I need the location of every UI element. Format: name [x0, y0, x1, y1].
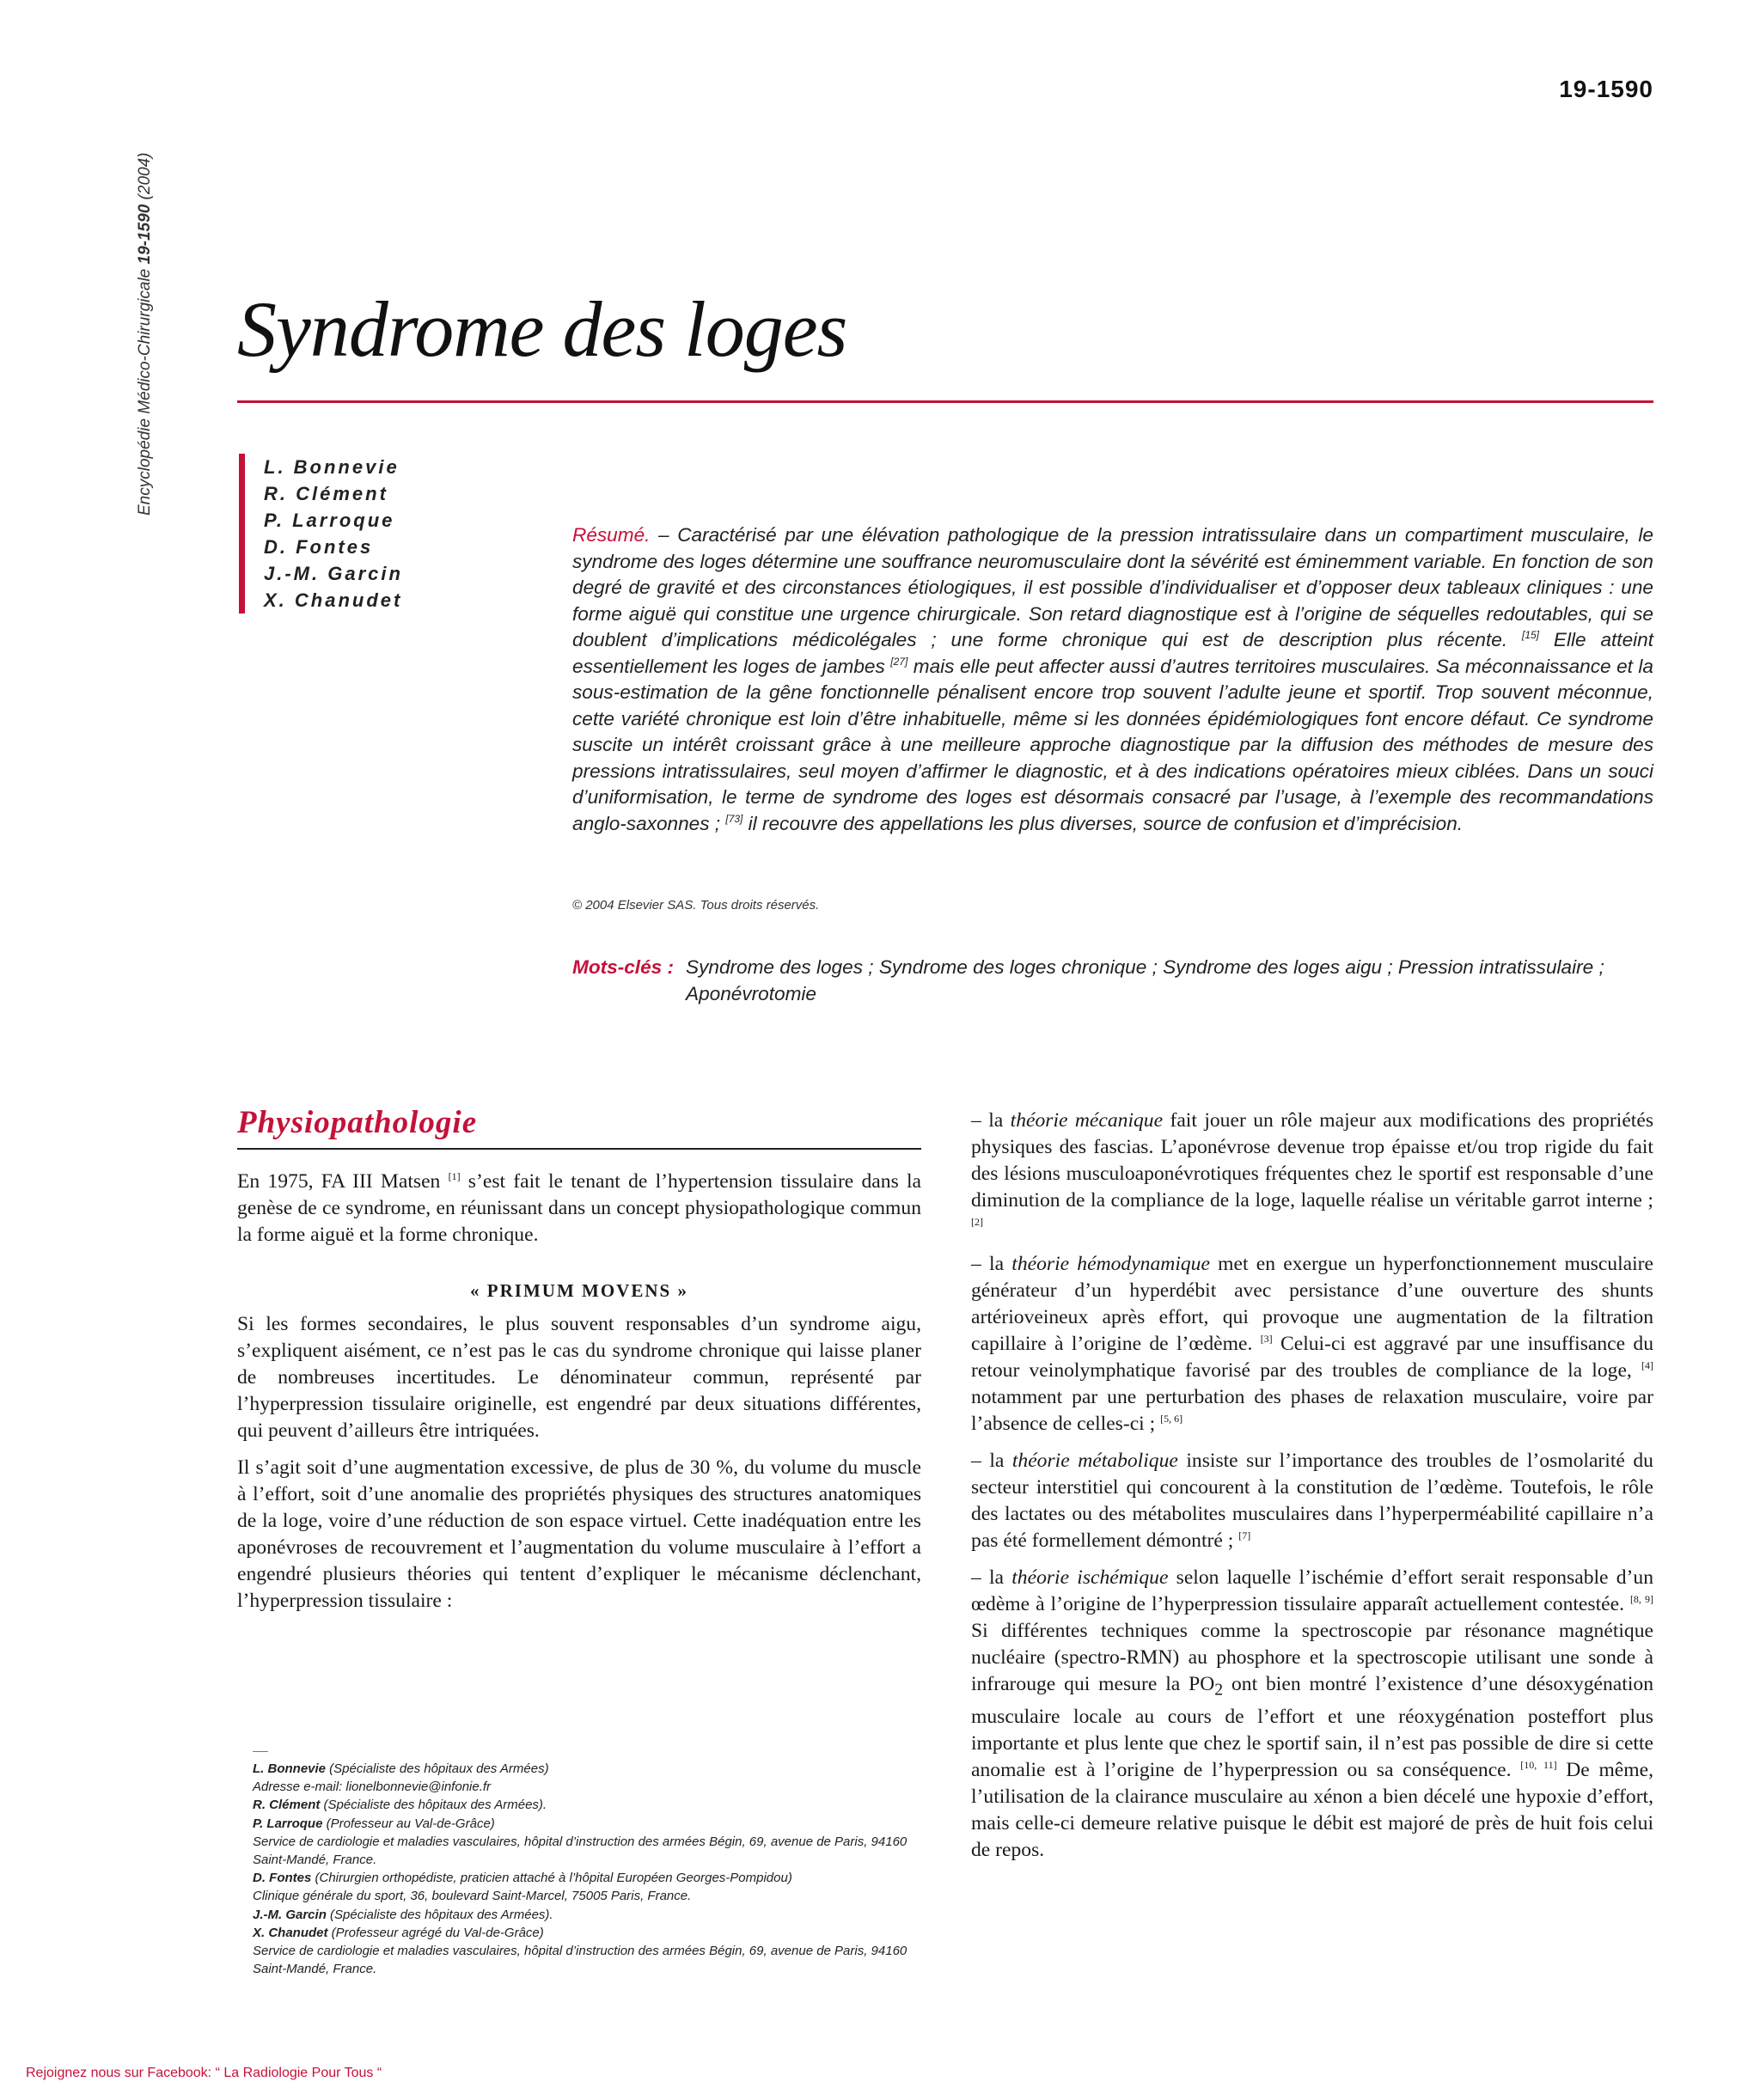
citation: [3]: [1260, 1333, 1273, 1345]
article-ref-number: 19-1590: [1559, 76, 1653, 102]
text: De même, l’utilisation de la clairance musculaire au xénon a bien décelé une hypoxie d’effort, mais celle-ci demeure relative puisque le débit est majoré de près de huit fois celui de repos.: [971, 1758, 1653, 1861]
section-title: Physiopathologie: [237, 1105, 478, 1140]
author: R. Clément: [264, 483, 388, 504]
footnotes-divider: [253, 1751, 268, 1752]
author: X. Chanudet: [264, 589, 403, 611]
fn-detail: Clinique générale du sport, 36, boulevard Saint-Marcel, 75005 Paris, France.: [253, 1889, 692, 1904]
text: met en exergue un hyperfonctionnement musculaire générateur d’un hyperdébit avec persistance d’une ouverture des shunts artérioveineux après effort, qui provoque une augmentation de la filtration capillaire à l’origine de l’œdème.: [971, 1253, 1654, 1355]
text: – la: [971, 1253, 1012, 1275]
theory-mecanique: [971, 1108, 1653, 1241]
footnote-line: [253, 1833, 921, 1869]
fn-name: R. Clément: [253, 1798, 321, 1813]
abstract-label: Résumé.: [572, 524, 651, 546]
footnote-line: [253, 1778, 921, 1796]
citation: [7]: [1238, 1529, 1251, 1541]
citation: [8, 9]: [1629, 1593, 1653, 1605]
fn-detail: (Professeur au Val-de-Grâce): [322, 1816, 495, 1831]
journal-name: Encyclopédie Médico-Chirurgicale: [136, 268, 154, 516]
theory-hemodynamique: [971, 1251, 1653, 1438]
text: insiste sur l’importance des troubles de l’osmolarité du secteur interstitiel qui concourent à la constitution de l’œdème. Toutefois, le rôle des lactates ou des métabolites musculaires dans l’hyperperméabilité capillaire n’a pas été formellement démontré ;: [971, 1450, 1653, 1552]
fn-detail: (Spécialiste des hôpitaux des Armées): [326, 1761, 549, 1776]
citation: [1]: [448, 1170, 461, 1182]
theory-name: théorie mécanique: [1010, 1109, 1164, 1132]
abstract-text: il recouvre des appellations les plus diverses, source de confusion et d’imprécision.: [742, 812, 1464, 834]
subheading-primum-movens: « PRIMUM MOVENS »: [470, 1280, 688, 1301]
citation: [10, 11]: [1520, 1758, 1557, 1771]
text: En 1975, FA III Matsen: [237, 1170, 449, 1193]
footnote-line: [253, 1887, 921, 1905]
fn-detail: Adresse e-mail: lionelbonnevie@infonie.fr: [253, 1780, 492, 1795]
fn-detail: (Chirurgien orthopédiste, praticien attaché à l’hôpital Européen Georges-Pompidou): [311, 1871, 792, 1886]
text: fait jouer un rôle majeur aux modifications des propriétés physiques des fascias. L’aponévrose devenue trop épaisse et/ou trop rigide du fait des lésions musculoaponévrotiques fréquentes chez le sportif est responsable d’une diminution de la compliance de la loge, laquelle réalise un véritable garrot interne ;: [971, 1109, 1653, 1212]
text: selon laquelle l’ischémie d’effort serait responsable d’un œdème à l’origine de l’hyperpression tissulaire apparaît actuellement contestée.: [971, 1566, 1653, 1615]
fn-detail: Service de cardiologie et maladies vasculaires, hôpital d’instruction des armées Bégin, 69, avenue de Paris, 94160 Saint-Mandé, France.: [253, 1834, 908, 1868]
fn-name: J.-M. Garcin: [253, 1907, 327, 1922]
journal-year: (2004): [136, 152, 154, 200]
author: D. Fontes: [264, 536, 374, 558]
theory-name: théorie hémodynamique: [1011, 1253, 1210, 1275]
footnote-line: [253, 1906, 921, 1924]
paragraph: Si les formes secondaires, le plus souvent responsables d’un syndrome aigu, s’expliquent aisément, ce n’est pas le cas du syndrome chronique qui laisse planer de nombreuses incertitudes. Le dénominateur commun, représenté par l’hyperpression tissulaire originelle, est engendré par deux situations différentes, qui peuvent d’ailleurs être intriquées.: [237, 1313, 921, 1442]
right-column: [971, 1108, 1653, 1874]
citation: [15]: [1521, 629, 1539, 641]
theory-name: théorie métabolique: [1011, 1450, 1178, 1472]
author: P. Larroque: [264, 510, 395, 531]
footnote-line: [253, 1924, 921, 1942]
text: – la: [971, 1450, 1012, 1472]
text: Si différentes techniques comme la spectroscopie par résonance magnétique nucléaire (spectro-RMN) au phosphore et la spectroscopie utilisant une sonde à infrarouge qui mesure la PO: [971, 1620, 1653, 1695]
title-divider: [237, 400, 1653, 403]
abstract: [572, 522, 1653, 837]
theory-name: théorie ischémique: [1011, 1566, 1169, 1589]
fn-name: X. Chanudet: [253, 1925, 328, 1940]
footnote-line: [253, 1815, 921, 1833]
fn-name: P. Larroque: [253, 1816, 323, 1831]
journal-sidebar: [136, 153, 155, 516]
abstract-text: mais elle peut affecter aussi d’autres territoires musculaires. Sa méconnaissance et la sous-estimation de la gêne fonctionnelle pénalisent encore trop souvent l’adulte jeune et sportif. Trop souvent méconnue, cette variété chronique est loin d’être inhabituelle, même si les données épidémiologiques font encore défaut. Ce syndrome suscite un intérêt croissant grâce à une meilleure approche diagnostique par la diffusion des méthodes de mesure des pressions intratissulaires, seul moyen d’affirmer le diagnostic, et à des indications opératoires mieux ciblées. Dans un souci d’uniformisation, le terme de syndrome des loges est désormais consacré par l’usage, à l’exemple des recommandations anglo-saxonnes ;: [572, 655, 1653, 834]
fn-detail: (Spécialiste des hôpitaux des Armées).: [326, 1907, 553, 1922]
theory-metabolique: [971, 1448, 1653, 1554]
copyright: © 2004 Elsevier SAS. Tous droits réservés.: [572, 898, 820, 913]
subscript: 2: [1214, 1680, 1224, 1700]
author-list: [239, 454, 403, 614]
footnote-line: [253, 1869, 921, 1887]
section-divider: [237, 1148, 921, 1150]
paragraph: [237, 1169, 921, 1248]
fn-name: L. Bonnevie: [253, 1761, 327, 1776]
abstract-dash: –: [650, 524, 678, 546]
footnote-line: [253, 1942, 921, 1978]
author-affiliations: [253, 1760, 921, 1978]
abstract-text: Elle atteint essentiellement les loges de jambes: [572, 629, 1653, 677]
keywords-text: Syndrome des loges ; Syndrome des loges chronique ; Syndrome des loges aigu ; Pression intratissulaire ; Aponévrotomie: [686, 956, 1604, 1004]
facebook-note: Rejoignez nous sur Facebook: “ La Radiologie Pour Tous “: [26, 2066, 382, 2080]
text: s’est fait le tenant de l’hypertension tissulaire dans la genèse de ce syndrome, en réunissant dans un concept physiopathologique commun la forme aiguë et la forme chronique.: [237, 1170, 922, 1246]
citation: [5, 6]: [1160, 1413, 1183, 1425]
text: – la: [971, 1566, 1012, 1589]
text: ont bien montré l’existence d’une désoxygénation musculaire locale au cours de l’effort et une réoxygénation posteffort plus importante et plus lente que chez le sportif sain, il n’est pas possible de dire si cette anomalie est à l’origine de l’hyperpression ou sa conséquence.: [971, 1673, 1653, 1781]
paragraph: Il s’agit soit d’une augmentation excessive, de plus de 30 %, du volume du muscle à l’effort, soit d’une anomalie des propriétés physiques des structures anatomiques de la loge, voire d’une réduction de son espace virtuel. Cette inadéquation entre les aponévroses de recouvrement et l’augmentation du volume musculaire à l’effort a engendré plusieurs théories qui tentent d’expliquer le mécanisme déclenchant, l’hyperpression tissulaire :: [237, 1456, 921, 1612]
footnote-line: [253, 1760, 921, 1778]
keywords: [572, 955, 1653, 1007]
text: Celui-ci est aggravé par une insuffisance du retour veinolymphatique favorisé par des troubles de compliance de la loge,: [971, 1333, 1654, 1382]
article-title: Syndrome des loges: [237, 285, 847, 373]
citation: [73]: [725, 812, 743, 825]
citation: [2]: [971, 1216, 983, 1228]
footnote-line: [253, 1796, 921, 1814]
text: notamment par une perturbation des phases de relaxation musculaire, voire par l’absence de celles-ci ;: [971, 1386, 1653, 1435]
author: J.-M. Garcin: [264, 563, 403, 584]
fn-detail: (Spécialiste des hôpitaux des Armées).: [320, 1798, 547, 1813]
citation: [4]: [1641, 1359, 1653, 1371]
theory-ischemique: [971, 1565, 1653, 1864]
left-column: [237, 1169, 921, 1625]
abstract-text: Caractérisé par une élévation pathologique de la pression intratissulaire dans un compartiment musculaire, le syndrome des loges détermine une souffrance neuromusculaire dont la sévérité est éminemment variable. En fonction de son degré de gravité et des circonstances étiologiques, il est possible d’individualiser et d’opposer deux tableaux cliniques : une forme aiguë qui constitue une urgence chirurgicale. Son retard diagnostique est à l’origine de séquelles redoutables, qui se doublent d’implications médicolégales ; une forme chronique qui est de description plus récente.: [572, 524, 1653, 650]
author: L. Bonnevie: [264, 456, 400, 478]
fn-name: D. Fontes: [253, 1871, 312, 1886]
fn-detail: Service de cardiologie et maladies vasculaires, hôpital d’instruction des armées Bégin, 69, avenue de Paris, 94160 Saint-Mandé, France.: [253, 1944, 908, 1977]
citation: [27]: [890, 655, 908, 668]
keywords-label: Mots-clés :: [572, 956, 675, 978]
journal-ref: 19-1590: [136, 204, 154, 265]
fn-detail: (Professeur agrégé du Val-de-Grâce): [327, 1925, 544, 1940]
text: – la: [971, 1109, 1011, 1132]
